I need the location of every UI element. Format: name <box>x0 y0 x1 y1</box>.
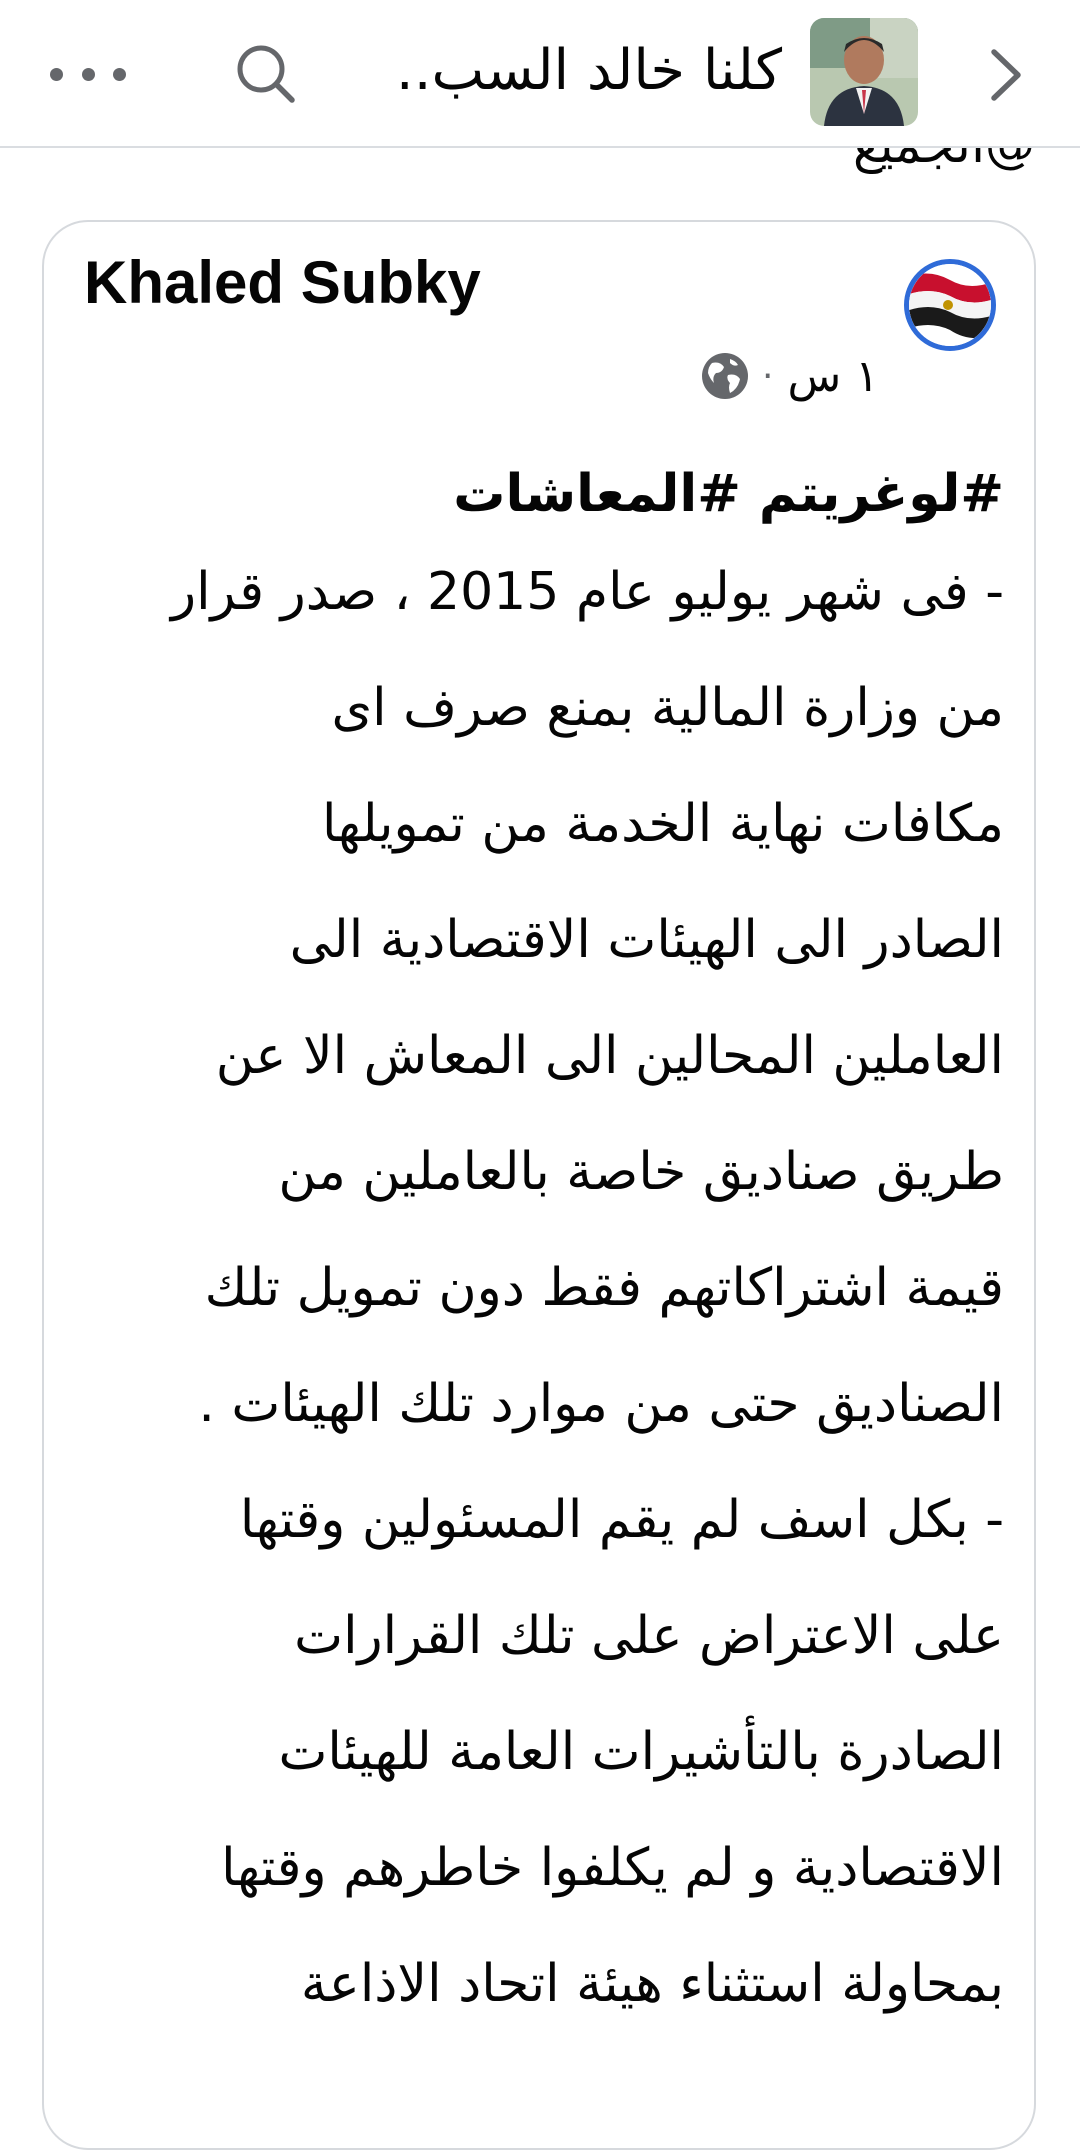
chevron-left-icon <box>968 40 1038 110</box>
egypt-flag-icon <box>909 264 991 346</box>
meta-separator: · <box>762 355 774 397</box>
post-text-line: الصادرة بالتأشيرات العامة للهيئات <box>278 1722 1004 1782</box>
profile-photo-icon <box>810 18 918 126</box>
more-dot <box>113 68 126 81</box>
post-author-name[interactable]: Khaled Subky <box>84 249 481 316</box>
page-title[interactable]: كلنا خالد السب.. <box>395 38 782 103</box>
post-text-line: من وزارة المالية بمنع صرف اى <box>331 678 1004 738</box>
post-text-line: العاملين المحالين الى المعاش الا عن <box>215 1026 1004 1086</box>
post-meta <box>700 344 879 408</box>
more-dot <box>82 68 95 81</box>
post-text-line: الاقتصادية و لم يكلفوا خاطرهم وقتها <box>221 1838 1004 1898</box>
search-button[interactable] <box>230 38 302 110</box>
post-hashtags[interactable]: #لوغريتم #المعاشات <box>453 464 1004 524</box>
post-text-line: - فى شهر يوليو عام 2015 ، صدر قرار <box>170 562 1004 622</box>
post-text-line: مكافات نهاية الخدمة من تمويلها <box>321 794 1004 854</box>
globe-icon <box>700 351 750 401</box>
post-timestamp[interactable]: ١ س <box>787 350 879 402</box>
post-text-line: - بكل اسف لم يقم المسئولين وقتها <box>239 1490 1004 1550</box>
post-author-avatar[interactable] <box>904 259 996 351</box>
post-text-line: قيمة اشتراكاتهم فقط دون تمويل تلك <box>204 1258 1004 1318</box>
post-text-line: الصادر الى الهيئات الاقتصادية الى <box>289 910 1004 970</box>
post-text-line: الصناديق حتى من موارد تلك الهيئات . <box>198 1374 1004 1434</box>
post-text <box>80 454 1004 2042</box>
post-text-line: على الاعتراض على تلك القرارات <box>294 1606 1004 1666</box>
post-text-line: بمحاولة استثناء هيئة اتحاد الاذاعة <box>300 1954 1004 2014</box>
top-bar <box>0 0 1080 148</box>
post-card <box>42 220 1036 2150</box>
more-options-button[interactable] <box>50 56 126 92</box>
search-icon <box>230 38 302 110</box>
post-text-line: طريق صناديق خاصة بالعاملين من <box>278 1142 1004 1202</box>
page-avatar[interactable] <box>810 18 918 126</box>
more-horizontal-icon <box>50 68 63 81</box>
back-button[interactable] <box>968 40 1038 110</box>
